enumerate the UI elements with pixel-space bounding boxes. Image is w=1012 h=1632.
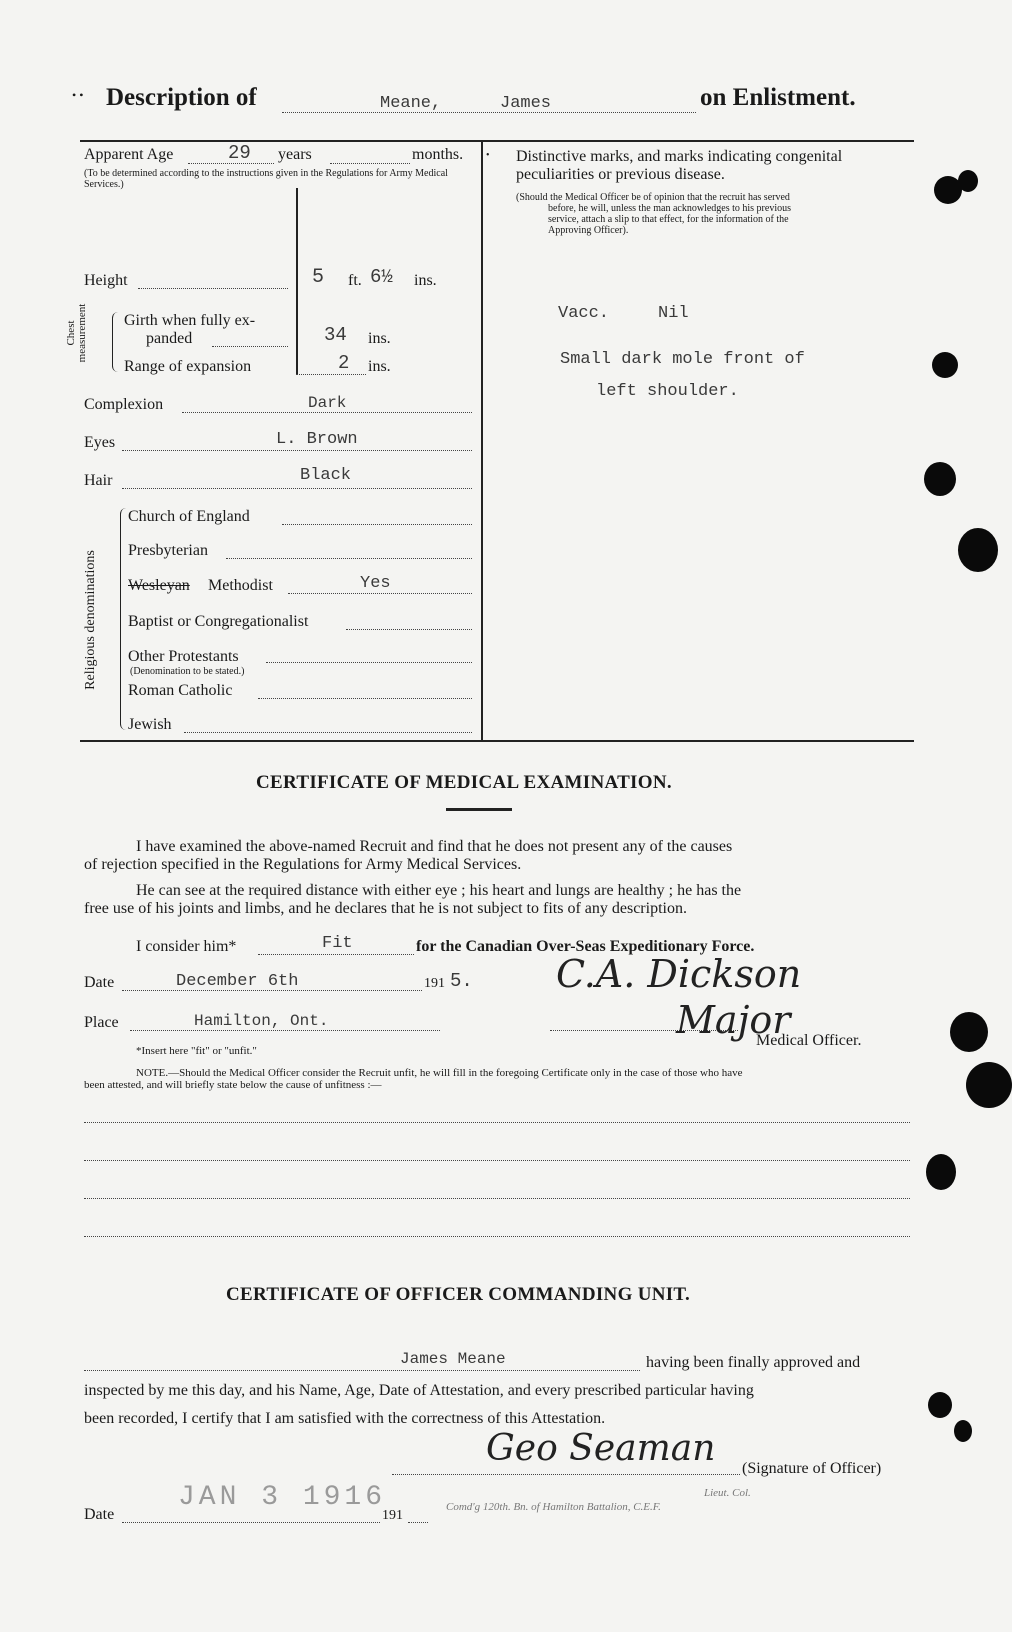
height-dots: [138, 288, 288, 289]
commanding-name-value: James Meane: [400, 1350, 506, 1368]
header-given: James: [500, 94, 552, 113]
fit-value: Fit: [322, 934, 353, 953]
height-ft-value: 5: [312, 266, 325, 289]
range-ins-label: ins.: [368, 358, 391, 375]
commanding-sig-label: (Signature of Officer): [742, 1460, 882, 1477]
eyes-dots: [122, 450, 472, 451]
punch-hole: [950, 1012, 988, 1052]
marks-note-4: Approving Officer).: [548, 225, 629, 236]
range-dots: [296, 374, 366, 375]
header-suffix: on Enlistment.: [700, 84, 856, 111]
commanding-text-line-2: inspected by me this day, and his Name, Age, Date of Attestation, and every prescribed particular having: [84, 1382, 754, 1399]
months-label: months.: [412, 146, 464, 163]
range-label: Range of expansion: [124, 358, 252, 375]
complexion-label: Complexion: [84, 396, 164, 413]
religion-jewish: Jewish: [128, 716, 172, 733]
religion-rc-dots: [258, 698, 472, 699]
marks-bullet: •: [486, 150, 490, 161]
months-dots: [330, 163, 410, 164]
religion-other-dots: [266, 662, 472, 663]
chest-brace: [112, 312, 121, 372]
religion-label: Religious denominations: [83, 550, 98, 690]
medical-date-value: December 6th: [176, 972, 299, 991]
commanding-date-label: Date: [84, 1506, 115, 1523]
eyes-value: L. Brown: [276, 430, 358, 449]
range-value: 2: [338, 352, 350, 374]
commanding-rank-line-2: Comd'g 120th. Bn. of Hamilton Battalion, C.E.F.: [446, 1501, 661, 1513]
marks-note-1: (Should the Medical Officer be of opinion that the recruit has served: [516, 192, 790, 203]
complexion-dots: [182, 412, 472, 413]
age-label: Apparent Age: [84, 146, 174, 163]
medical-para2-line-1: He can see at the required distance with either eye ; his heart and lungs are healthy ; he has the: [136, 882, 742, 899]
punch-hole: [932, 352, 958, 378]
medical-officer-label: Medical Officer.: [756, 1032, 862, 1049]
unfitness-line-2: [84, 1160, 910, 1161]
commanding-year-dots: [408, 1522, 428, 1523]
marks-vacc-label: Vacc.: [558, 304, 610, 323]
commanding-text-line-3: been recorded, I certify that I am satisfied with the correctness of this Attestation.: [84, 1410, 606, 1427]
religion-other-note: (Denomination to be stated.): [130, 666, 245, 677]
header-prefix: Description of: [106, 84, 257, 111]
medical-place-value: Hamilton, Ont.: [194, 1012, 329, 1030]
top-rule: [80, 140, 914, 142]
medical-place-label: Place: [84, 1014, 119, 1031]
marks-heading-1: Distinctive marks, and marks indicating congenital: [516, 148, 843, 165]
header-surname: Meane,: [380, 94, 442, 113]
marks-note-3: service, attach a slip to that effect, for the information of the: [548, 214, 789, 225]
religion-methodist: Methodist: [208, 577, 273, 594]
religion-other: Other Protestants: [128, 648, 239, 665]
years-label: years: [278, 146, 312, 163]
marks-mole-line-2: left shoulder.: [596, 382, 739, 401]
marks-vacc-value: Nil: [658, 304, 689, 323]
medical-date-label: Date: [84, 974, 115, 991]
girth-label-2: panded: [146, 330, 193, 347]
religion-presbyterian: Presbyterian: [128, 542, 208, 559]
girth-dots: [212, 346, 288, 347]
religion-methodist-dots: [288, 593, 472, 594]
religion-church-of-england: Church of England: [128, 508, 250, 525]
commanding-date-dots: [122, 1522, 380, 1523]
girth-label-1: Girth when fully ex-: [124, 312, 256, 329]
height-in-value: 6½: [370, 266, 393, 288]
medical-officer-signature: C.A. Dickson: [556, 952, 802, 996]
medical-para1-line-1: I have examined the above-named Recruit and find that he does not present any of the causes: [136, 838, 733, 855]
unfitness-line-4: [84, 1236, 910, 1237]
punch-hole: [966, 1062, 1012, 1108]
consider-label: I consider him*: [136, 938, 237, 955]
header-dotted-line: [282, 112, 696, 113]
medical-para1-line-2: of rejection specified in the Regulations for Army Medical Services.: [84, 856, 522, 873]
medical-year-prefix: 191: [424, 976, 445, 991]
medical-year-value: 5.: [450, 970, 473, 992]
commanding-signature: Geo Seaman: [486, 1428, 716, 1469]
punch-hole: [926, 1154, 956, 1190]
age-note: (To be determined according to the instructions given in the Regulations for Army Medical Services.): [84, 168, 448, 190]
insert-note: *Insert here "fit" or "unfit.": [136, 1045, 257, 1057]
religion-jewish-dots: [184, 732, 472, 733]
punch-hole: [958, 528, 998, 572]
religion-wesleyan: Wesleyan: [128, 577, 190, 594]
chest-label: Chest measurement: [65, 303, 88, 363]
medical-note-line-1: NOTE.—Should the Medical Officer consider the Recruit unfit, he will fill in the foregoing Certificate only in the case of those who have: [136, 1067, 743, 1079]
force-label: for the Canadian Over-Seas Expeditionary Force.: [416, 938, 755, 955]
height-ins-label: ins.: [414, 272, 437, 289]
medical-para2-line-2: free use of his joints and limbs, and he declares that he is not subject to fits of any description.: [84, 900, 687, 917]
medical-title-rule: [446, 808, 512, 811]
religion-church-dots: [282, 524, 472, 525]
commanding-sig-dots: [392, 1474, 740, 1475]
complexion-value: Dark: [308, 394, 347, 412]
commanding-name-dots: [84, 1370, 640, 1371]
unfitness-line-3: [84, 1198, 910, 1199]
medical-place-dots: [130, 1030, 440, 1031]
height-label: Height: [84, 272, 128, 289]
punch-hole: [954, 1420, 972, 1442]
marks-heading-2: peculiarities or previous disease.: [516, 166, 725, 183]
eyes-label: Eyes: [84, 434, 116, 451]
marks-mole-line-1: Small dark mole front of: [560, 350, 805, 369]
commanding-rank-line-1: Lieut. Col.: [704, 1487, 751, 1499]
bottom-rule: [80, 740, 914, 742]
fit-dots: [258, 954, 414, 955]
religion-methodist-value: Yes: [360, 574, 391, 593]
religion-baptist-dots: [346, 629, 472, 630]
unfitness-line-1: [84, 1122, 910, 1123]
girth-value: 34: [324, 324, 347, 346]
marks-note-2: before, he will, unless the man acknowledges to his previous: [548, 203, 791, 214]
religion-baptist: Baptist or Congregationalist: [128, 613, 309, 630]
punch-hole: [928, 1392, 952, 1418]
religion-roman-catholic: Roman Catholic: [128, 682, 233, 699]
commanding-title: CERTIFICATE OF OFFICER COMMANDING UNIT.: [226, 1284, 691, 1305]
received-date-stamp: JAN 3 1916: [178, 1482, 387, 1513]
medical-officer-rank: Major: [676, 998, 791, 1042]
punch-hole: [958, 170, 978, 192]
age-years-value: 29: [228, 142, 251, 164]
hair-label: Hair: [84, 472, 113, 489]
commanding-text-line-1: having been finally approved and: [646, 1354, 861, 1371]
punch-hole: [924, 462, 956, 496]
header-bullets: • •: [72, 88, 84, 102]
hair-value: Black: [300, 466, 352, 485]
hair-dots: [122, 488, 472, 489]
column-divider: [481, 140, 483, 740]
religion-presbyterian-dots: [226, 558, 472, 559]
inner-divider: [296, 188, 298, 374]
commanding-year-prefix: 191: [382, 1508, 403, 1523]
girth-ins-label: ins.: [368, 330, 391, 347]
ft-label: ft.: [348, 272, 362, 289]
medical-title: CERTIFICATE OF MEDICAL EXAMINATION.: [256, 772, 672, 793]
medical-note-line-2: been attested, and will briefly state below the cause of unfitness :—: [84, 1079, 382, 1091]
